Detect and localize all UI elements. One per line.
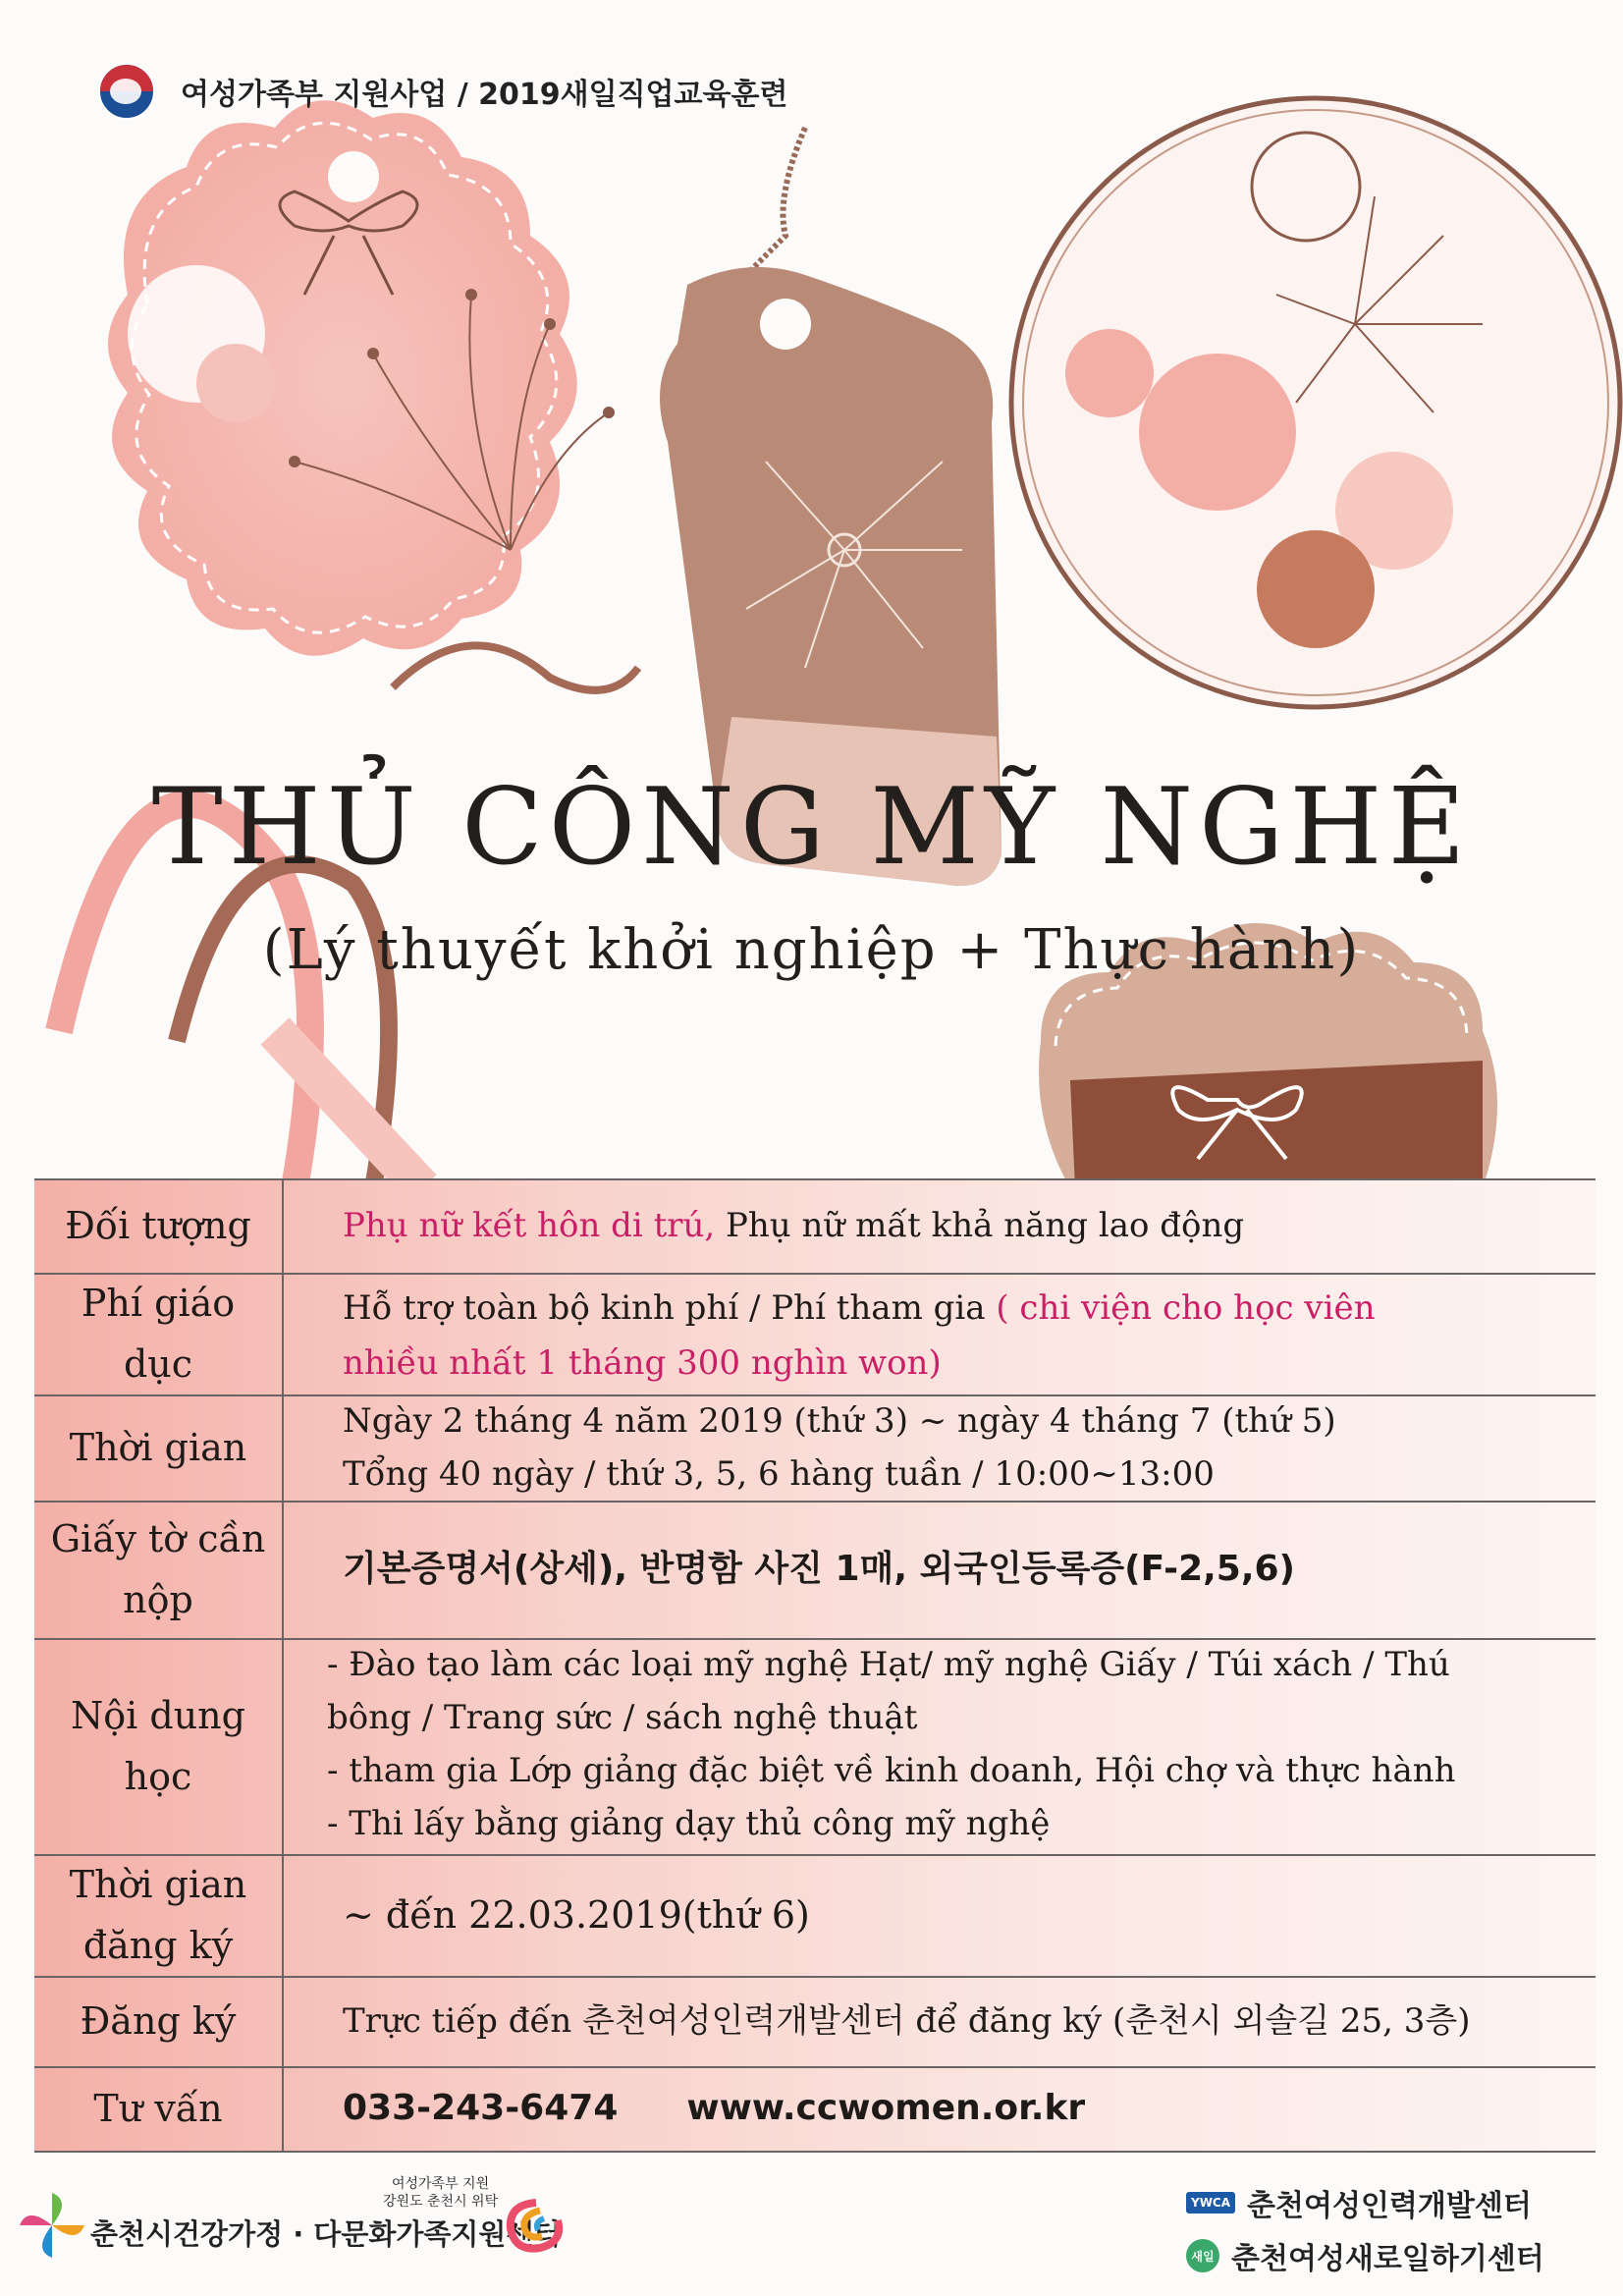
value-target-rest: Phụ nữ mất khả năng lao động [715,1206,1245,1245]
row-docs [34,1501,1596,1640]
saeil-badge-icon: 새일 [1186,2239,1219,2272]
label-docs [34,1501,284,1638]
value-docs: 기본증명서(상세), 반명함 사진 1매, 외국인등록증(F-2,5,6) [343,1549,1296,1589]
value-content-line3: - tham gia Lớp giảng đặc biệt về kinh doanh, Hội chợ và thực hành [327,1751,1456,1790]
label-register: Đăng ký [34,1976,284,2066]
footer-small-line1: 여성가족부 지원 [391,2176,490,2192]
value-content-line2: bông / Trang sức / sách nghệ thuật [327,1698,918,1737]
value-time-line2: Tổng 40 ngày / thứ 3, 5, 6 hàng tuần / 10:00~13:00 [343,1454,1215,1494]
value-fee-line1a: Hỗ trợ toàn bộ kinh phí / Phí tham gia [343,1288,986,1328]
label-deadline-line2: đăng ký [82,1924,234,1967]
footer-small-note [383,2175,498,2211]
poster-subtitle: (Lý thuyết khởi nghiệp + Thực hành) [262,918,1361,982]
label-consult: Tư vấn [34,2066,284,2151]
value-fee [284,1273,1596,1394]
label-content [34,1638,284,1854]
ywca-badge-icon: YWCA [1186,2192,1235,2214]
value-target-highlight: Phụ nữ kết hôn di trú, [343,1206,716,1245]
pink-scalloped-tag [108,100,615,656]
row-consult [34,2066,1596,2153]
header-bar [98,57,787,126]
label-docs-line1: Giấy tờ cần [50,1517,266,1560]
footer-right-org-1 [1186,2183,1532,2222]
value-fee-line1b: ( chi viện cho học viên [985,1288,1376,1328]
label-target: Đối tượng [34,1178,284,1273]
label-time: Thời gian [34,1394,284,1501]
value-time [284,1394,1596,1501]
label-content-line2: học [124,1755,192,1798]
value-content [284,1638,1596,1854]
info-table [34,1178,1596,2151]
label-fee [34,1273,284,1394]
footer-small-line2: 강원도 춘천시 위탁 [383,2194,499,2210]
row-register [34,1976,1596,2068]
pinwheel-logo-icon [18,2191,86,2260]
row-target [34,1178,1596,1275]
footer [0,2156,1623,2296]
footer-left-org: 춘천시건강가정 · 다문화가족지원센터 [90,2217,562,2251]
row-fee [34,1273,1596,1396]
left-ribbon-swirls [59,645,638,1188]
consult-website-link[interactable]: www.ccwomen.or.kr [686,2088,1086,2128]
poster-title: THỦ CÔNG MỸ NGHỆ [151,766,1472,889]
value-register: Trực tiếp đến 춘천여성인력개발센터 để đăng ký (춘천시 외솔길 25, 3층) [343,2001,1471,2041]
label-deadline [34,1854,284,1976]
value-content-line4: - Thi lấy bằng giảng dạy thủ công mỹ nghệ [327,1804,1051,1843]
consult-phone: 033-243-6474 [343,2088,619,2128]
taegeuk-emblem-icon [98,63,155,120]
label-content-line1: Nội dung [71,1694,245,1737]
footer-right-org-2-name: 춘천여성새로일하기센터 [1231,2242,1544,2276]
round-floral-tag [1011,98,1620,707]
value-fee-line2: nhiều nhất 1 tháng 300 nghìn won) [343,1343,942,1383]
row-time [34,1394,1596,1503]
row-content [34,1638,1596,1856]
value-target [284,1178,1596,1273]
value-content-line1: - Đào tạo làm các loại mỹ nghệ Hạt/ mỹ nghệ Giấy / Túi xách / Thú [327,1645,1450,1684]
value-time-line1: Ngày 2 tháng 4 năm 2019 (thứ 3) ~ ngày 4 tháng 7 (thứ 5) [343,1401,1336,1441]
value-deadline: ~ đến 22.03.2019(thứ 6) [343,1893,810,1937]
swirl-logo-icon [501,2195,571,2256]
row-deadline [34,1854,1596,1978]
label-fee-line1: Phí giáo [81,1282,236,1325]
header-org-text: 여성가족부 지원사업 / 2019새일직업교육훈련 [181,78,788,112]
value-consult [284,2066,1596,2151]
label-docs-line2: nộp [123,1578,193,1621]
label-fee-line2: dục [123,1342,193,1386]
footer-right-org-1-name: 춘천여성인력개발센터 [1247,2189,1532,2223]
footer-right-org-2 [1186,2236,1544,2275]
label-deadline-line1: Thời gian [69,1863,247,1906]
